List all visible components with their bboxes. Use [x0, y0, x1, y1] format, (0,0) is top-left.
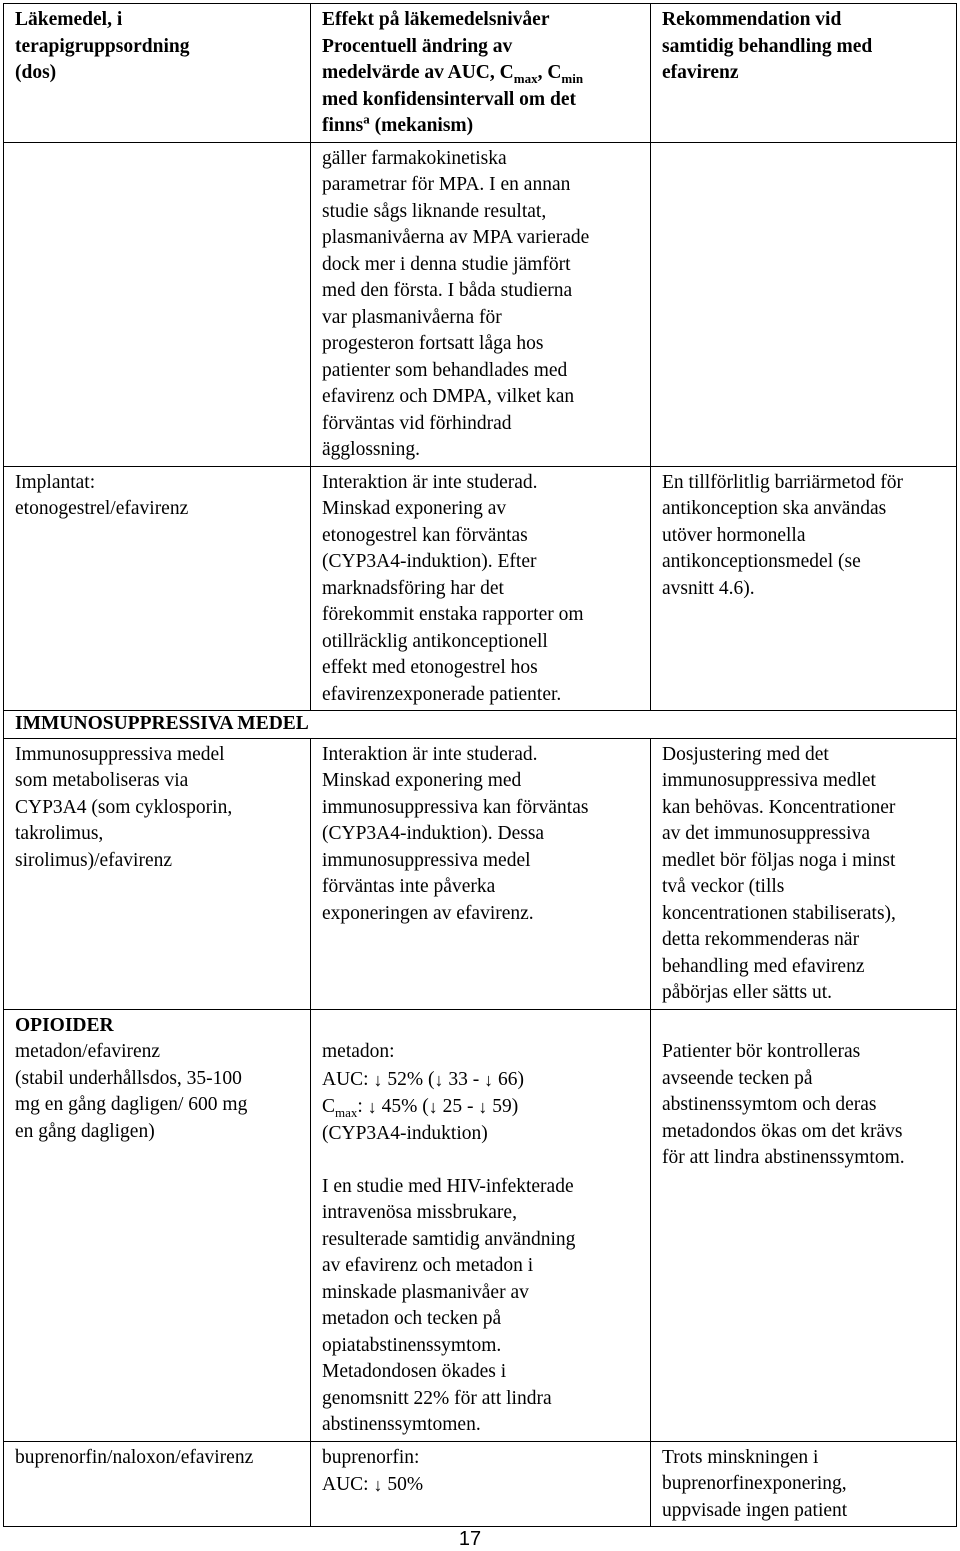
effect-cell: [311, 142, 651, 466]
down-arrow-icon: ↓: [367, 1097, 377, 1117]
text-line: (CYP3A4-induktion): [322, 1122, 488, 1144]
table-row: [4, 738, 957, 1009]
down-arrow-icon: ↓: [373, 1069, 383, 1090]
header-text: [322, 60, 640, 87]
text-line: antikonception ska användas: [662, 498, 887, 519]
header-text: med konfidensintervall om det: [322, 88, 577, 110]
spacer: [322, 1147, 640, 1174]
subscript: min: [561, 70, 584, 86]
text-line: detta rekommenderas när: [662, 929, 860, 950]
text-line: Minskad exponering med: [322, 770, 522, 791]
text-line: förväntas vid förhindrad: [322, 412, 512, 434]
effect-cell: [311, 1009, 651, 1441]
page-number: 17: [458, 1528, 482, 1550]
text-line: resulterade samtidig användning: [322, 1228, 576, 1250]
text-line: etonogestrel kan förväntas: [322, 524, 528, 546]
text-line: Dosjustering med det: [662, 743, 829, 765]
text-line: förekommit enstaka rapporter om: [322, 604, 584, 625]
text-line: etonogestrel/efavirenz: [15, 498, 189, 519]
text-line: buprenorfin/naloxon/efavirenz: [15, 1446, 254, 1468]
section-title-immunosuppressants: IMMUNOSUPPRESSIVA MEDEL: [4, 711, 957, 739]
text-line: otillräcklig antikonceptionell: [322, 630, 548, 652]
text-line: immunosuppressiva kan förväntas: [322, 796, 589, 818]
header-text: finns: [322, 115, 364, 136]
header-text: Läkemedel, i: [15, 9, 123, 30]
down-arrow-icon: ↓: [428, 1097, 438, 1117]
text-line: kan behövas. Koncentrationer: [662, 796, 896, 818]
recommendation-cell: [651, 466, 957, 711]
text-line: marknadsföring har det: [322, 577, 504, 599]
text-line: utöver hormonella: [662, 524, 806, 546]
text-line: (CYP3A4-induktion). Efter: [322, 551, 537, 572]
auc-label: AUC:: [322, 1068, 374, 1090]
text-line: förväntas inte påverka: [322, 876, 496, 897]
header-text: Procentuell ändring av: [322, 35, 513, 57]
text-line: buprenorfin:: [322, 1446, 420, 1468]
text-line: uppvisade ingen patient: [662, 1499, 848, 1521]
drug-cell: [4, 142, 311, 466]
text-line: Minskad exponering av: [322, 498, 507, 519]
interaction-table: [3, 3, 957, 1527]
auc-label: AUC:: [322, 1474, 374, 1495]
header-text: terapigruppsordning: [15, 35, 190, 57]
text-line: CYP3A4 (som cyklosporin,: [15, 796, 233, 818]
text-line: metadondos ökas om det krävs: [662, 1120, 903, 1142]
table-row: [4, 1009, 957, 1441]
header-text: (dos): [15, 62, 57, 83]
text-line: progesteron fortsatt låga hos: [322, 333, 544, 354]
header-text: Effekt på läkemedelsnivåer: [322, 9, 550, 30]
text-line: immunosuppressiva medlet: [662, 770, 876, 791]
spacer: [322, 1013, 640, 1040]
text-line: gäller farmakokinetiska: [322, 147, 507, 169]
recommendation-cell: [651, 1441, 957, 1527]
text-line: behandling med efavirenz: [662, 955, 865, 977]
recommendation-cell: [651, 738, 957, 1009]
header-effect-column: [311, 4, 651, 143]
text-line: Interaktion är inte studerad.: [322, 471, 538, 493]
auc-value: 50%: [387, 1474, 424, 1495]
text-line: som metaboliseras via: [15, 770, 189, 791]
superscript: a: [363, 111, 370, 127]
text-line: medlet bör följas noga i minst: [662, 849, 896, 871]
text-line: koncentrationen stabiliserats),: [662, 902, 896, 924]
table-row: [4, 466, 957, 711]
text-line: var plasmanivåerna för: [322, 306, 502, 328]
text-line: buprenorfinexponering,: [662, 1473, 847, 1494]
text-line: dock mer i denna studie jämfört: [322, 253, 571, 275]
spacer: [662, 1013, 946, 1040]
text-line: påbörjas eller sätts ut.: [662, 982, 833, 1003]
text-line: (CYP3A4-induktion). Dessa: [322, 823, 545, 844]
text-line: ägglossning.: [322, 439, 421, 460]
text-line: antikonceptionsmedel (se: [662, 551, 861, 572]
down-arrow-icon: ↓: [478, 1097, 488, 1117]
text-line: intravenösa missbrukare,: [322, 1202, 517, 1223]
text-line: (stabil underhållsdos, 35-100: [15, 1067, 242, 1089]
text-line: exponeringen av efavirenz.: [322, 902, 534, 924]
drug-cell: [4, 1441, 311, 1527]
effect-cell: [311, 466, 651, 711]
text-line: efavirenzexponerade patienter.: [322, 683, 562, 705]
text-line: genomsnitt 22% för att lindra: [322, 1387, 552, 1409]
cmax-value: 45% (: [381, 1096, 429, 1117]
ci-low: 25 -: [442, 1096, 479, 1117]
text-line: I en studie med HIV-infekterade: [322, 1175, 574, 1197]
header-text: medelvärde av AUC, C: [322, 62, 514, 83]
text-line: Immunosuppressiva medel: [15, 743, 225, 765]
cmax-line: [322, 1093, 640, 1121]
text-line: sirolimus)/efavirenz: [15, 849, 173, 871]
text-line: abstinenssymtomen.: [322, 1414, 481, 1435]
section-header-row: [4, 711, 957, 739]
text-line: effekt med etonogestrel hos: [322, 657, 538, 678]
text-line: minskade plasmanivåer av: [322, 1281, 529, 1303]
text-line: Interaktion är inte studerad.: [322, 743, 538, 765]
text-line: plasmanivåerna av MPA varierade: [322, 227, 590, 248]
auc-value: 52% (: [387, 1068, 435, 1090]
header-text: [322, 113, 640, 140]
text-line: takrolimus,: [15, 823, 104, 844]
text-line: metadon och tecken på: [322, 1308, 502, 1329]
cmax-colon: :: [357, 1096, 368, 1117]
text-line: parametrar för MPA. I en annan: [322, 174, 571, 195]
ci-high: 59): [492, 1096, 519, 1117]
auc-line: [322, 1471, 640, 1499]
text-line: Implantat:: [15, 471, 96, 493]
text-line: av det immunosuppressiva: [662, 823, 870, 844]
header-text: , C: [537, 62, 562, 83]
text-line: två veckor (tills: [662, 876, 785, 897]
header-drug-column: [4, 4, 311, 143]
drug-cell: [4, 466, 311, 711]
ci-high: 66): [497, 1068, 524, 1090]
header-text: Rekommendation vid: [662, 9, 842, 30]
text-line: med den första. I båda studierna: [322, 280, 573, 301]
text-line: studie sågs liknande resultat,: [322, 200, 547, 222]
auc-line: [322, 1066, 640, 1094]
ci-low: 33 -: [448, 1068, 485, 1090]
drug-cell: [4, 738, 311, 1009]
text-line: Patienter bör kontrolleras: [662, 1041, 861, 1062]
text-line: patienter som behandlades med: [322, 359, 568, 381]
cmax-label: C: [322, 1096, 336, 1117]
text-line: metadon/efavirenz: [15, 1041, 161, 1062]
text-line: efavirenz och DMPA, vilket kan: [322, 386, 575, 407]
subscript: max: [513, 70, 538, 86]
text-line: Trots minskningen i: [662, 1446, 819, 1468]
text-line: metadon:: [322, 1041, 395, 1062]
text-line: mg en gång dagligen/ 600 mg: [15, 1094, 248, 1115]
down-arrow-icon: ↓: [373, 1475, 383, 1495]
text-line: Metadondosen ökades i: [322, 1361, 507, 1382]
text-line: avsnitt 4.6).: [662, 577, 755, 599]
header-text: efavirenz: [662, 62, 739, 83]
table-row: [4, 1441, 957, 1527]
effect-cell: [311, 1441, 651, 1527]
text-line: abstinenssymtom och deras: [662, 1094, 877, 1115]
section-title-opioids: OPIOIDER: [15, 1014, 114, 1036]
table-header-row: [4, 4, 957, 143]
text-line: opiatabstinenssymtom.: [322, 1334, 502, 1356]
effect-cell: [311, 738, 651, 1009]
recommendation-cell: [651, 1009, 957, 1441]
text-line: av efavirenz och metadon i: [322, 1255, 534, 1276]
text-line: en gång dagligen): [15, 1120, 155, 1142]
text-line: En tillförlitlig barriärmetod för: [662, 471, 903, 493]
recommendation-cell: [651, 142, 957, 466]
table-row: [4, 142, 957, 466]
down-arrow-icon: ↓: [484, 1069, 494, 1090]
text-line: avseende tecken på: [662, 1067, 813, 1089]
subscript: max: [335, 1104, 358, 1120]
text-line: för att lindra abstinenssymtom.: [662, 1147, 905, 1168]
header-text: (mekanism): [369, 115, 474, 136]
text-line: immunosuppressiva medel: [322, 849, 531, 871]
header-text: samtidig behandling med: [662, 35, 873, 57]
header-recommendation-column: [651, 4, 957, 143]
drug-cell: [4, 1009, 311, 1441]
down-arrow-icon: ↓: [434, 1069, 444, 1090]
